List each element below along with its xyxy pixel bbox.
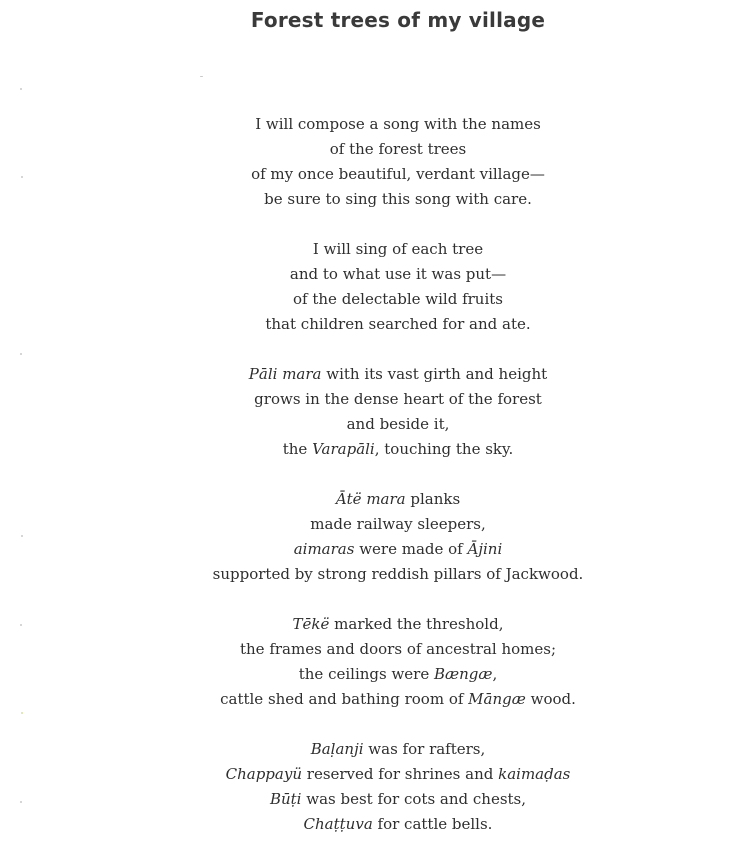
- poem-text: and beside it,: [346, 415, 450, 433]
- poem-text: supported by strong reddish pillars of Jackwood.: [212, 565, 584, 583]
- poem-line: [0, 412, 753, 437]
- poem-line: [0, 262, 753, 287]
- poem-stanza: [0, 612, 753, 712]
- poem-text: reserved for shrines and: [302, 765, 499, 783]
- poem-line: [0, 162, 753, 187]
- poem-text: was best for cots and chests,: [301, 790, 527, 808]
- poem-line: [0, 812, 753, 837]
- poem-text: and to what use it was put—: [289, 265, 507, 283]
- poem-line: [0, 637, 753, 662]
- poem-line: [0, 187, 753, 212]
- poem-text: cattle shed and bathing room of: [220, 690, 469, 708]
- poem-line: [0, 737, 753, 762]
- poem-line: [0, 112, 753, 137]
- poem-text: ,: [492, 665, 498, 683]
- poem-line: [0, 387, 753, 412]
- tree-name-italic: Chaṭṭuva: [303, 815, 373, 833]
- scan-speck: [21, 176, 23, 178]
- poem-text: with its vast girth and height: [321, 365, 548, 383]
- poem-title: Forest trees of my village: [250, 8, 546, 32]
- poem-line: [0, 537, 753, 562]
- tree-name-italic: Varapāli: [312, 440, 375, 458]
- tree-name-italic: aimaras: [293, 540, 355, 558]
- scan-speck: [200, 76, 203, 77]
- poem-text: were made of: [354, 540, 468, 558]
- poem-line: [0, 487, 753, 512]
- scan-speck: [20, 88, 22, 90]
- poem-line: [0, 662, 753, 687]
- poem-text: made railway sleepers,: [310, 515, 486, 533]
- tree-name-italic: Chappayü: [225, 765, 302, 783]
- poem-text: be sure to sing this song with care.: [264, 190, 532, 208]
- poem-stanza: [0, 737, 753, 837]
- poem-line: [0, 437, 753, 462]
- poem-text: of my once beautiful, verdant village—: [251, 165, 545, 183]
- poem-line: [0, 562, 753, 587]
- poem-stanza: [0, 362, 753, 462]
- poem-stanza: [0, 487, 753, 587]
- poem-text: the ceilings were: [298, 665, 434, 683]
- poem-line: [0, 362, 753, 387]
- tree-name-italic: Tēkë: [292, 615, 330, 633]
- poem-text: for cattle bells.: [372, 815, 493, 833]
- poem-line: [0, 137, 753, 162]
- poem-text: of the delectable wild fruits: [293, 290, 503, 308]
- tree-name-italic: Ājini: [467, 540, 503, 558]
- scan-speck: [20, 353, 22, 355]
- poem-text: the: [282, 440, 313, 458]
- poem-text: was for rafters,: [363, 740, 486, 758]
- poem-line: [0, 762, 753, 787]
- poem-line: [0, 237, 753, 262]
- scan-speck: [20, 624, 22, 626]
- poem-text: , touching the sky.: [374, 440, 514, 458]
- poem-text: wood.: [525, 690, 576, 708]
- tree-name-italic: Pāli mara: [248, 365, 322, 383]
- poem-text: that children searched for and ate.: [265, 315, 531, 333]
- poem-line: [0, 312, 753, 337]
- poem-line: [0, 512, 753, 537]
- poem-text: marked the threshold,: [329, 615, 504, 633]
- poem-text: planks: [405, 490, 461, 508]
- poem-text: the frames and doors of ancestral homes;: [239, 640, 557, 658]
- poem-text: I will sing of each tree: [312, 240, 484, 258]
- scan-speck: [20, 801, 22, 803]
- poem-body: [0, 112, 753, 862]
- poem-line: [0, 612, 753, 637]
- poem-line: [0, 287, 753, 312]
- scan-speck: [21, 535, 23, 537]
- tree-name-italic: kaimaḍas: [498, 765, 571, 783]
- tree-name-italic: Ātë mara: [335, 490, 406, 508]
- poem-line: [0, 787, 753, 812]
- tree-name-italic: Baḷanji: [310, 740, 364, 758]
- poem-stanza: [0, 237, 753, 337]
- poem-text: I will compose a song with the names: [255, 115, 541, 133]
- tree-name-italic: Būṭi: [269, 790, 302, 808]
- tree-name-italic: Bængæ: [434, 665, 493, 683]
- poem-text: of the forest trees: [329, 140, 467, 158]
- poem-stanza: [0, 112, 753, 212]
- scan-speck: [21, 712, 23, 714]
- tree-name-italic: Māngæ: [468, 690, 526, 708]
- poem-text: grows in the dense heart of the forest: [254, 390, 542, 408]
- poem-line: [0, 687, 753, 712]
